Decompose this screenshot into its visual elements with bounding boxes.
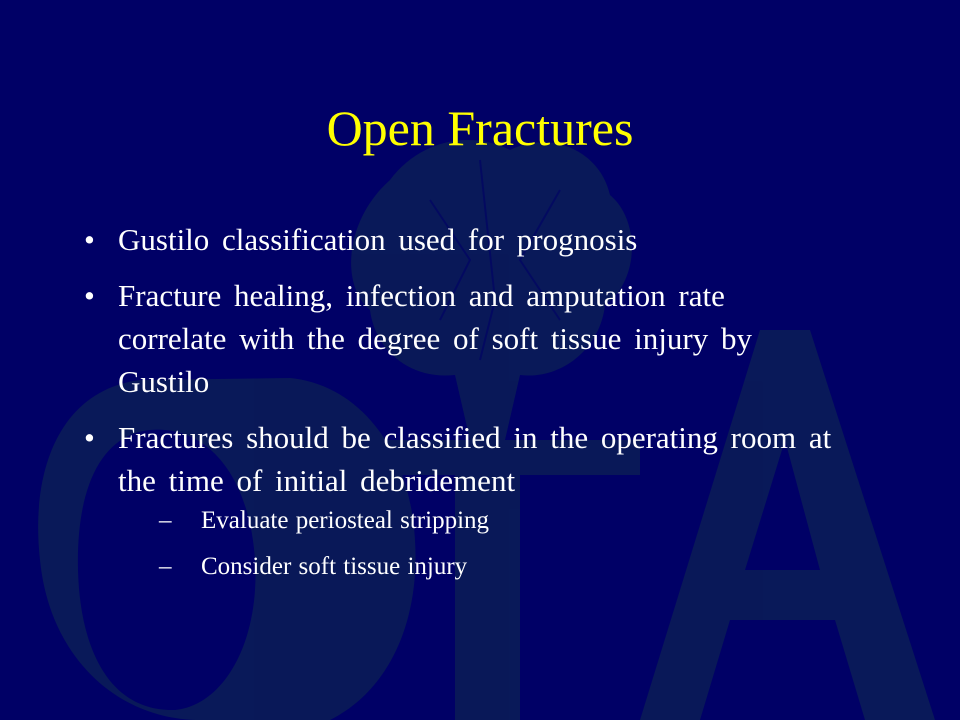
subbullet-marker: – bbox=[159, 553, 172, 580]
bullet-list bbox=[84, 218, 844, 598]
subbullet-item bbox=[159, 503, 844, 539]
bullet-text: Gustilo classification used for prognosis bbox=[118, 222, 638, 257]
bullet-item bbox=[84, 218, 844, 261]
bullet-item bbox=[84, 274, 844, 403]
bullet-text: Fractures should be classified in the operating room at the time of initial debridement bbox=[118, 420, 832, 498]
subbullet-item bbox=[159, 549, 844, 585]
slide-title: Open Fractures bbox=[326, 100, 634, 156]
bullet-marker: • bbox=[84, 222, 95, 257]
bullet-marker: • bbox=[84, 278, 95, 313]
subbullet-marker: – bbox=[159, 507, 172, 534]
bullet-text: Fracture healing, infection and amputation rate correlate with the degree of soft tissue injury by Gustilo bbox=[118, 278, 752, 399]
bullet-marker: • bbox=[84, 420, 95, 455]
subbullet-list bbox=[118, 503, 844, 585]
bullet-item bbox=[84, 416, 844, 585]
subbullet-text: Consider soft tissue injury bbox=[201, 553, 468, 580]
subbullet-text: Evaluate periosteal stripping bbox=[201, 507, 490, 534]
